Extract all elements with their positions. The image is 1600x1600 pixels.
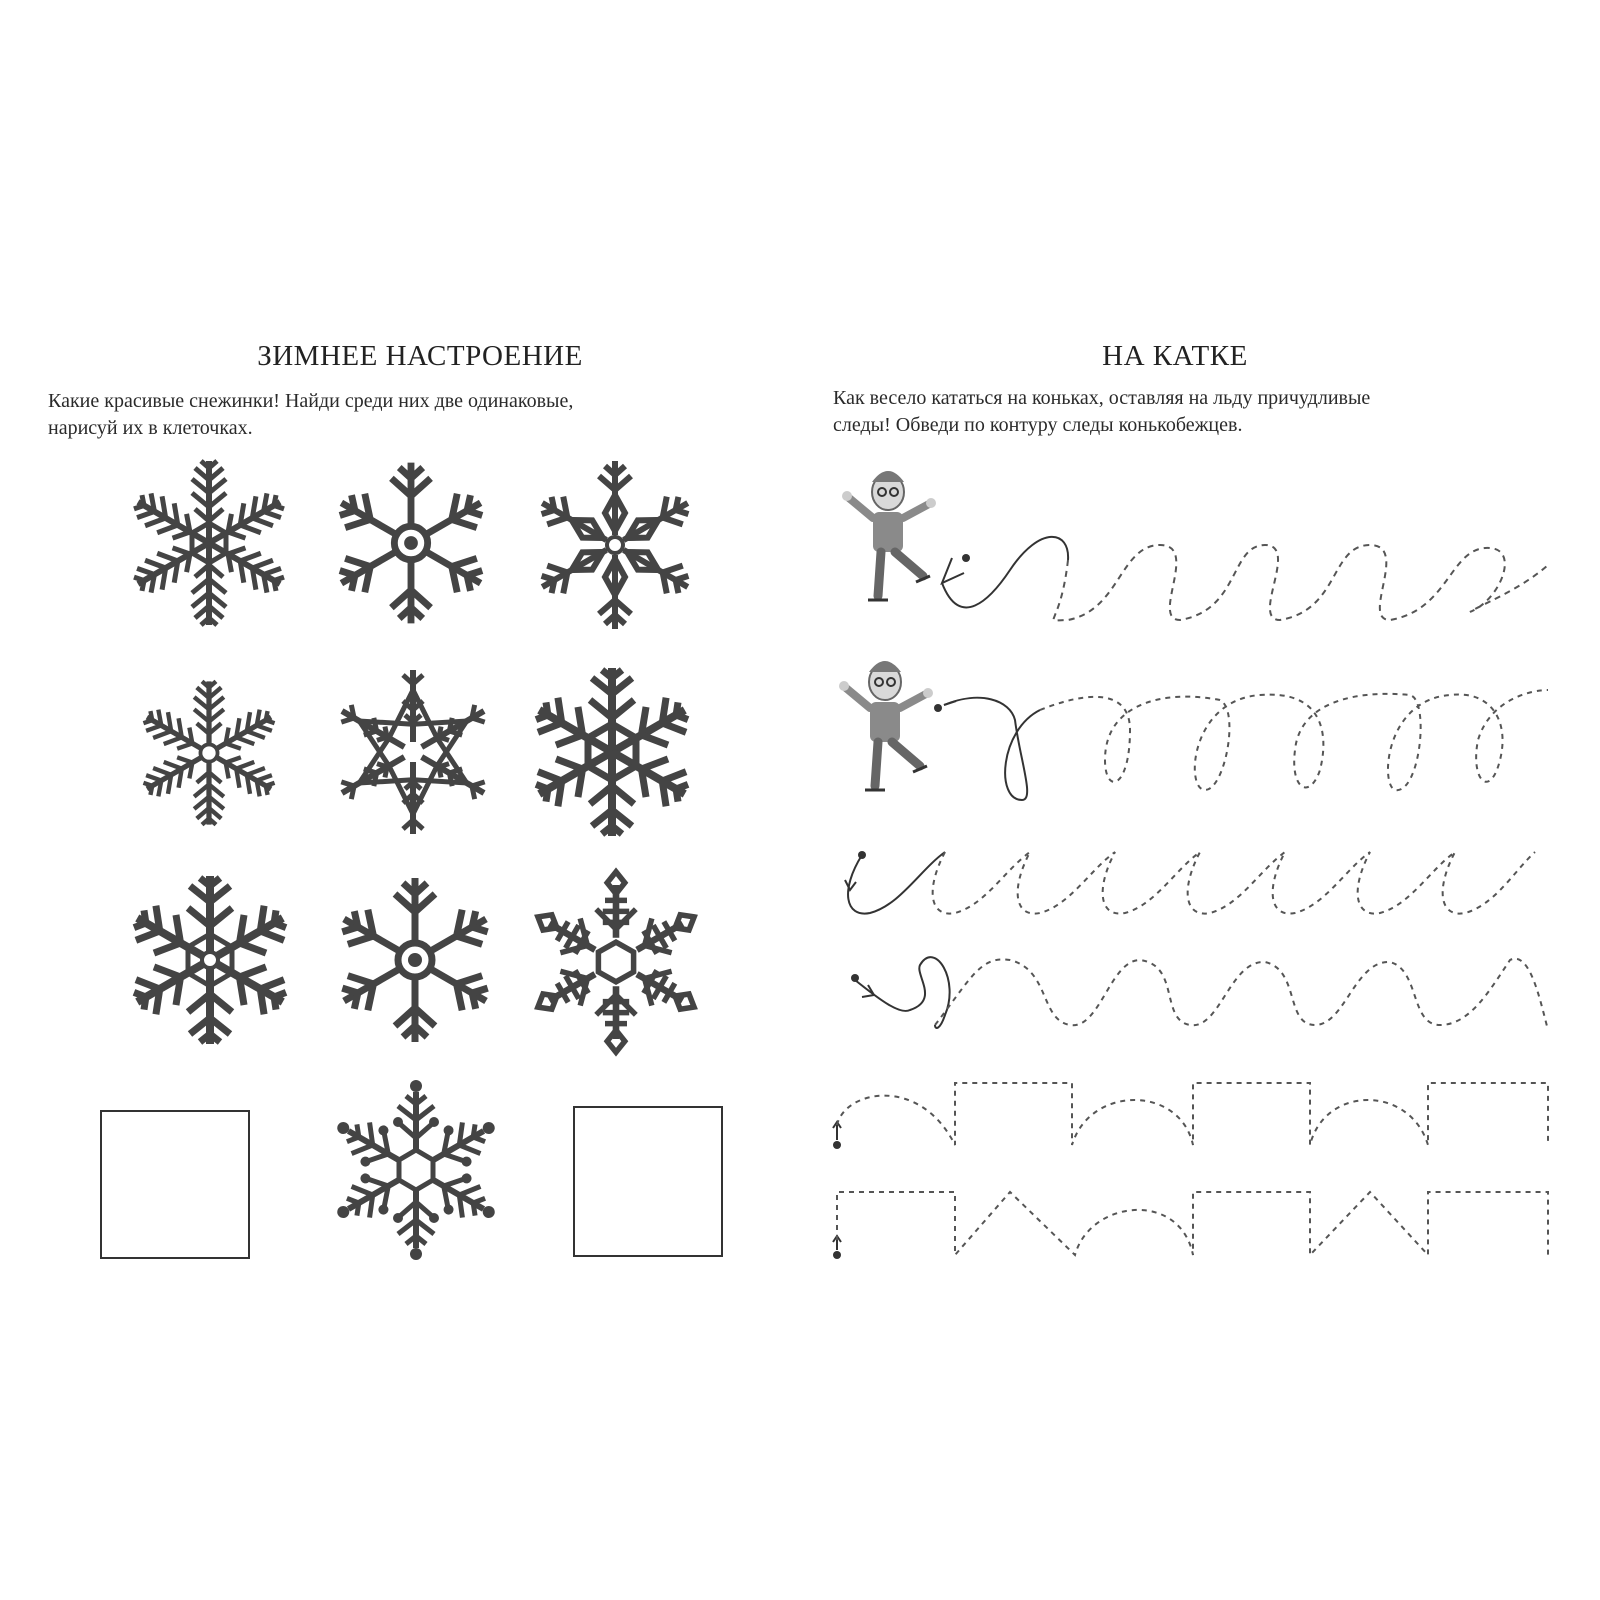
right-instructions-line-2: следы! Обведи по контуру следы конькобежцев. xyxy=(833,414,1243,436)
trace-row-3[interactable] xyxy=(845,851,1535,914)
trace-row-4[interactable] xyxy=(851,957,1548,1030)
right-page-title: НА КАТКЕ xyxy=(1102,340,1248,372)
snowflake-10-icon xyxy=(327,1080,506,1260)
left-page-title: ЗИМНЕЕ НАСТРОЕНИЕ xyxy=(257,340,583,372)
trace-row-2[interactable] xyxy=(934,690,1548,800)
snowflake-9-icon xyxy=(528,872,704,1052)
skater-boy-icon xyxy=(839,661,933,790)
skater-girl-icon xyxy=(842,471,936,600)
snowflake-6-icon xyxy=(528,668,695,836)
snowflake-8-icon xyxy=(334,878,496,1042)
trace-row-6[interactable] xyxy=(833,1192,1548,1259)
answer-box-right[interactable] xyxy=(574,1107,722,1256)
snowflake-4-icon xyxy=(140,681,279,824)
trace-row-5[interactable] xyxy=(833,1083,1548,1149)
left-instructions-line-1: Какие красивые снежинки! Найди среди них две одинаковые, xyxy=(48,390,574,412)
snowflake-1-icon xyxy=(129,461,288,625)
answer-box-left[interactable] xyxy=(101,1111,249,1258)
snowflake-5-icon xyxy=(330,670,496,834)
left-instructions-line-2: нарисуй их в клеточках. xyxy=(48,417,253,439)
trace-row-1[interactable] xyxy=(942,537,1548,621)
right-instructions-line-1: Как весело кататься на коньках, оставляя на льду причудливые xyxy=(833,387,1371,409)
snowflake-7-icon xyxy=(126,876,293,1044)
snowflake-3-icon xyxy=(534,461,695,629)
snowflake-2-icon xyxy=(332,463,491,624)
